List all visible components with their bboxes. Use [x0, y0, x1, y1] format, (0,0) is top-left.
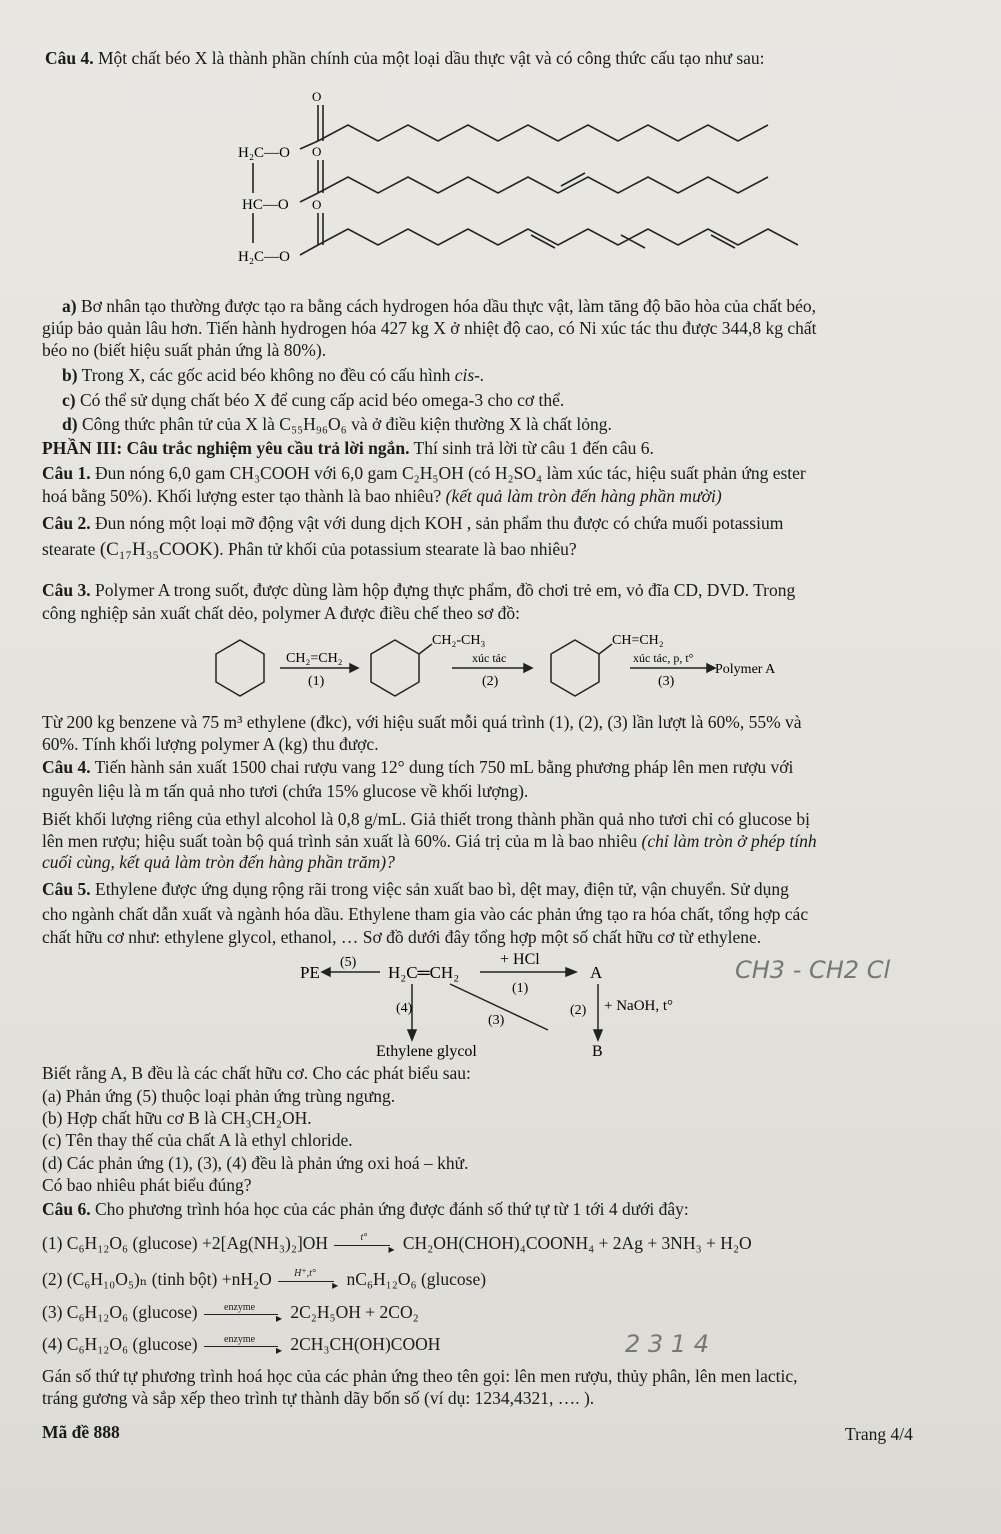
c2-line1: Câu 2. Đun nóng một loại mỡ động vật với dung dịch KOH , sản phẩm thu được có chứa muối potassium: [42, 513, 784, 533]
reaction-2-reagent: + NaOH, t°: [604, 998, 674, 1014]
carbonyl-o-2: O: [312, 144, 322, 159]
scheme-r3-reagent: xúc tác, p, t°: [633, 651, 694, 665]
c3-line3: Từ 200 kg benzene và 75 m³ ethylene (đkc), với hiệu suất mỗi quá trình (1), (2), (3) lần lượt là 60%, 55% và: [42, 712, 802, 732]
c6-line1: Câu 6. Cho phương trình hóa học của các phản ứng được đánh số thứ tự từ 1 tới 4 dưới đây:: [42, 1199, 689, 1219]
q4-b: b) Trong X, các gốc acid béo không no đều có cấu hình cis-.: [62, 365, 485, 385]
eq1-condition: t°: [360, 1231, 368, 1243]
c5-statement-b: (b) Hợp chất hữu cơ B là CH₃CH₂OH.: [42, 1108, 312, 1128]
carbonyl-o-1: O: [312, 89, 322, 104]
c3-line1: Câu 3. Polymer A trong suốt, được dùng làm hộp đựng thực phẩm, đồ chơi trẻ em, vỏ đĩa CD, DVD. Trong: [42, 580, 796, 600]
c3-line4: 60%. Tính khối lượng polymer A (kg) thu được.: [42, 734, 379, 754]
part3-header: PHẦN III: Câu trắc nghiệm yêu cầu trả lời ngắn. Thí sinh trả lời từ câu 1 đến câu 6.: [42, 438, 654, 458]
c4-line3: Biết khối lượng riêng của ethyl alcohol là 0,8 g/mL. Giả thiết trong thành phần quả nho tươi chỉ có glucose bị: [42, 809, 810, 829]
q4-a-line3: béo no (biết hiệu suất phản ứng là 80%).: [42, 340, 327, 360]
q4-title: Câu 4. Một chất béo X là thành phần chính của một loại dầu thực vật và có công thức cấu tạo như sau:: [45, 48, 765, 68]
c6-eq2: (2) (C₆H₁₀O₅)ₙ (tinh bột) +nH₂O H⁺,t° ▸ nC₆H₁₂O₆ (glucose): [42, 1269, 486, 1290]
c5-intro: Biết rằng A, B đều là các chất hữu cơ. Cho các phát biểu sau:: [42, 1063, 471, 1083]
c6-eq3: (3) C₆H₁₂O₆ (glucose) enzyme ▸ 2C₂H₅OH + 2CO₂: [42, 1302, 419, 1323]
polymer-scheme: [210, 628, 810, 708]
scheme-r1-reagent: CH₂=CH₂: [286, 651, 343, 666]
c6-line2: Gán số thứ tự phương trình hoá học của các phản ứng theo tên gọi: lên men rượu, thủy phân, lên men lactic,: [42, 1366, 798, 1386]
c2-line2: stearate (C₁₇H₃₅COOK). Phân tử khối của potassium stearate là bao nhiêu?: [42, 539, 577, 560]
ethylene-scheme: [300, 948, 720, 1063]
hc-label: HC—O: [242, 197, 289, 213]
c4-line2: nguyên liệu là m tấn quả nho tươi (chứa 15% glucose về khối lượng).: [42, 781, 529, 801]
eq3-condition: enzyme: [224, 1301, 256, 1313]
h2c-bottom-label: H₂C—O: [238, 249, 290, 265]
c4-line1: Câu 4. Tiến hành sản xuất 1500 chai rượu vang 12° dung tích 750 mL bằng phương pháp lên men rượu với: [42, 757, 794, 777]
q4-d: d) Công thức phân tử của X là C₅₅H₉₆O₆ và ở điều kiện thường X là chất lỏng.: [62, 414, 612, 434]
c6-eq4: (4) C₆H₁₂O₆ (glucose) enzyme ▸ 2CH₃CH(OH)COOH: [42, 1334, 440, 1355]
c6-eq1: (1) C₆H₁₂O₆ (glucose) +2[Ag(NH₃)₂]OH t° ▸ CH₂OH(CHOH)₄COONH₄ + 2Ag + 3NH₃ + H₂O: [42, 1233, 752, 1254]
ethyl-substituent: CH₂-CH₃: [432, 633, 486, 648]
handwritten-a-note: CH3 - CH2 Cl: [735, 956, 891, 984]
c4-line4: lên men rượu; hiệu suất toàn bộ quá trình sản xuất là 60%. Giá trị của m là bao nhiêu (chỉ làm tròn ở phép tính: [42, 831, 817, 851]
c5-line3: chất hữu cơ như: ethylene glycol, ethanol, … Sơ đồ dưới đây tổng hợp một số chất hữu cơ từ ethylene.: [42, 927, 762, 947]
scheme-r1-label: (1): [308, 674, 325, 689]
c1-line1: Câu 1. Đun nóng 6,0 gam CH₃COOH với 6,0 gam C₂H₅OH (có H₂SO₄ làm xúc tác, hiệu suất phản ứng ester: [42, 463, 806, 483]
c6-line3: tráng gương và sắp xếp theo trình tự thành dãy bốn số (ví dụ: 1234,4321, …. ).: [42, 1388, 595, 1408]
fat-structure-diagram: [230, 85, 830, 275]
ethylene-formula: H₂C═CH₂: [388, 963, 460, 982]
c5-line1: Câu 5. Ethylene được ứng dụng rộng rãi trong việc sản xuất bao bì, dệt may, điện tử, vận chuyển. Sử dụng: [42, 879, 789, 899]
scheme-r3-label: (3): [658, 674, 675, 689]
eq2-condition: H⁺,t°: [294, 1267, 316, 1279]
q4-a-line1: a) Bơ nhân tạo thường được tạo ra bằng cách hydrogen hóa dầu thực vật, làm tăng độ bão hòa của chất béo,: [62, 296, 817, 316]
reaction-2-label: (2): [570, 1003, 587, 1018]
scheme-r2-reagent: xúc tác: [472, 651, 507, 665]
page-number: Trang 4/4: [845, 1424, 913, 1444]
pe-label: PE: [300, 963, 320, 982]
c4-line5: cuối cùng, kết quả làm tròn đến hàng phần trăm)?: [42, 852, 395, 872]
exam-code: Mã đề 888: [42, 1422, 120, 1442]
carbonyl-o-3: O: [312, 197, 322, 212]
c3-line2: công nghiệp sản xuất chất dẻo, polymer A được điều chế theo sơ đồ:: [42, 603, 521, 623]
h2c-top-label: H₂C—O: [238, 145, 290, 161]
reaction-4-label: (4): [396, 1001, 413, 1016]
c5-statement-d: (d) Các phản ứng (1), (3), (4) đều là phản ứng oxi hoá – khử.: [42, 1153, 469, 1173]
c1-line2: hoá bằng 50%). Khối lượng ester tạo thành là bao nhiêu? (kết quả làm tròn đến hàng phần mười): [42, 486, 722, 506]
c5-line2: cho ngành chất dẫn xuất và ngành hóa dầu. Ethylene tham gia vào các phản ứng tạo ra hóa chất, tổng hợp các: [42, 904, 809, 924]
compound-b: B: [592, 1043, 603, 1060]
reaction-5-label: (5): [340, 955, 357, 970]
compound-a: A: [590, 963, 603, 982]
polymer-a-label: Polymer A: [715, 662, 776, 677]
ethylene-glycol-label: Ethylene glycol: [376, 1043, 477, 1060]
scheme-r2-label: (2): [482, 674, 499, 689]
c5-statement-a: (a) Phản ứng (5) thuộc loại phản ứng trùng ngưng.: [42, 1086, 396, 1106]
q4-c: c) Có thể sử dụng chất béo X để cung cấp acid béo omega-3 cho cơ thể.: [62, 390, 565, 410]
vinyl-substituent: CH=CH₂: [612, 633, 664, 648]
handwritten-answer: 2 3 1 4: [625, 1330, 709, 1358]
reaction-1-reagent: + HCl: [500, 951, 540, 968]
eq4-condition: enzyme: [224, 1333, 256, 1345]
c5-question: Có bao nhiêu phát biểu đúng?: [42, 1175, 252, 1195]
reaction-3-label: (3): [488, 1013, 505, 1028]
reaction-1-label: (1): [512, 981, 529, 996]
q4-a-line2: giúp bảo quản lâu hơn. Tiến hành hydrogen hóa 427 kg X ở nhiệt độ cao, có Ni xúc tác thu được 344,8 kg chất: [42, 318, 817, 338]
c5-statement-c: (c) Tên thay thế của chất A là ethyl chloride.: [42, 1130, 353, 1150]
